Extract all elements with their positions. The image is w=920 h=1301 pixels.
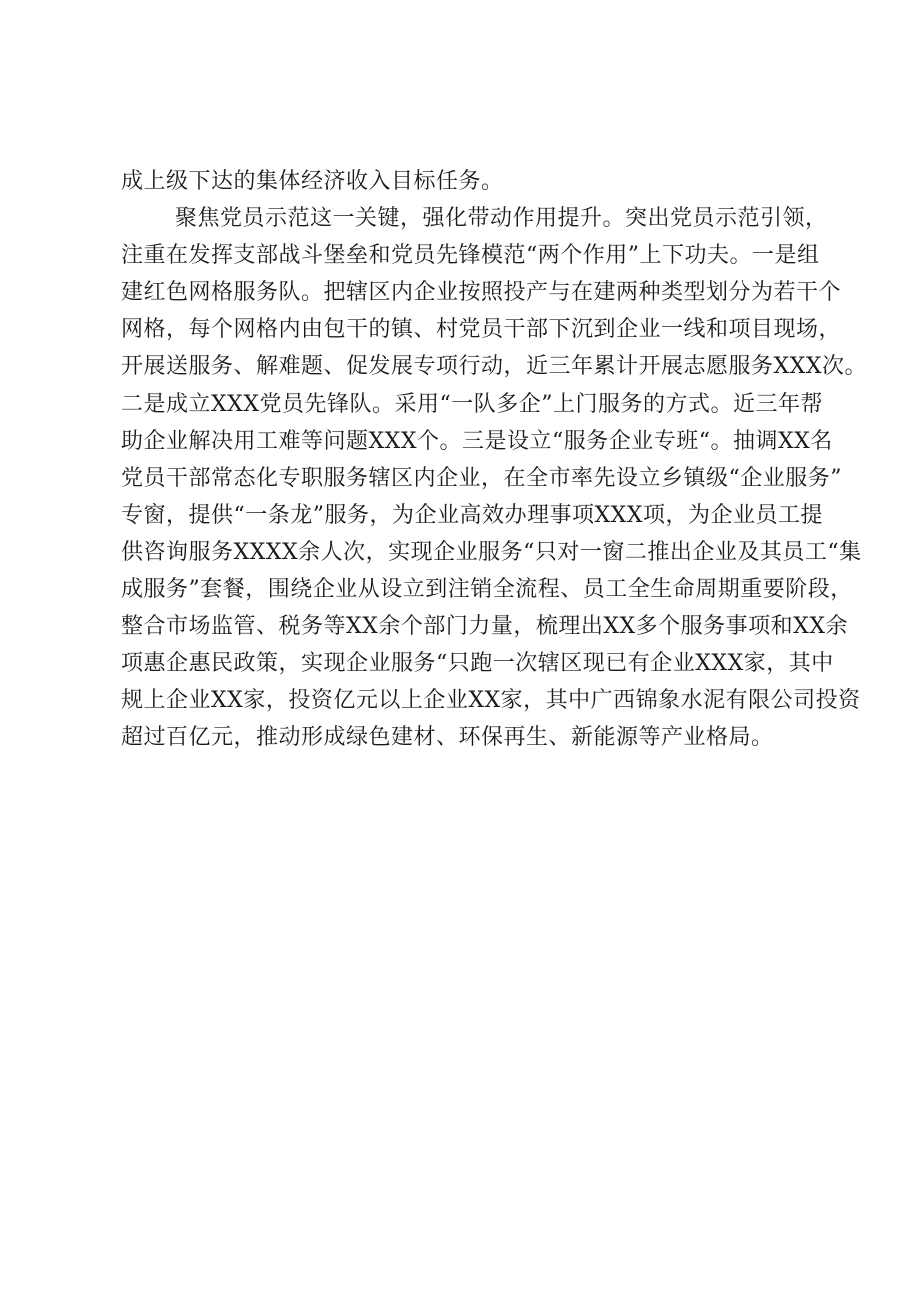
- text-line: 助企业解决用工难等问题XXX个。三是设立“服务企业专班“。抽调XX名: [121, 428, 833, 454]
- text-line: 党员干部常态化专职服务辖区内企业，在全市率先设立乡镇级“企业服务”: [121, 465, 842, 491]
- text-line: 建红色网格服务队。把辖区内企业按照投产与在建两种类型划分为若干个: [121, 280, 842, 306]
- text-line: 成服务”套餐，围绕企业从设立到注销全流程、员工全生命周期重要阶段，: [121, 577, 853, 603]
- text-line: 二是成立XXX党员先锋队。采用“一队多企”上门服务的方式。近三年帮: [121, 391, 823, 417]
- text-line: 网格，每个网格内由包干的镇、村党员干部下沉到企业一线和项目现场，: [121, 317, 842, 343]
- text-line-paragraph-start: 聚焦党员示范这一关键，强化带动作用提升。突出党员示范引领，: [175, 206, 828, 232]
- text-line: 规上企业XX家，投资亿元以上企业XX家，其中广西锦象水泥有限公司投资: [121, 688, 861, 714]
- text-line: 开展送服务、解难题、促发展专项行动，近三年累计开展志愿服务XXX次。: [121, 354, 867, 380]
- text-line: 项惠企惠民政策，实现企业服务“只跑一次辖区现已有企业XXX家，其中: [121, 651, 834, 677]
- body-text: [121, 163, 867, 757]
- text-line: 专窗，提供“一条龙”服务，为企业高效办理事项XXX项，为企业员工提: [121, 502, 823, 528]
- text-line-previous-paragraph-end: 成上级下达的集体经济收入目标任务。: [121, 169, 504, 194]
- text-line: 供咨询服务XXXX余人次，实现企业服务“只对一窗二推出企业及其员工“集: [121, 539, 862, 565]
- text-line: 注重在发挥支部战斗堡垒和党员先锋模范“两个作用”上下功夫。一是组: [121, 243, 820, 269]
- text-line-paragraph-end: 超过百亿元，推动形成绿色建材、环保再生、新能源等产业格局。: [121, 725, 774, 751]
- text-line: 整合市场监管、税务等XX余个部门力量，梳理出XX多个服务事项和XX余: [121, 614, 848, 640]
